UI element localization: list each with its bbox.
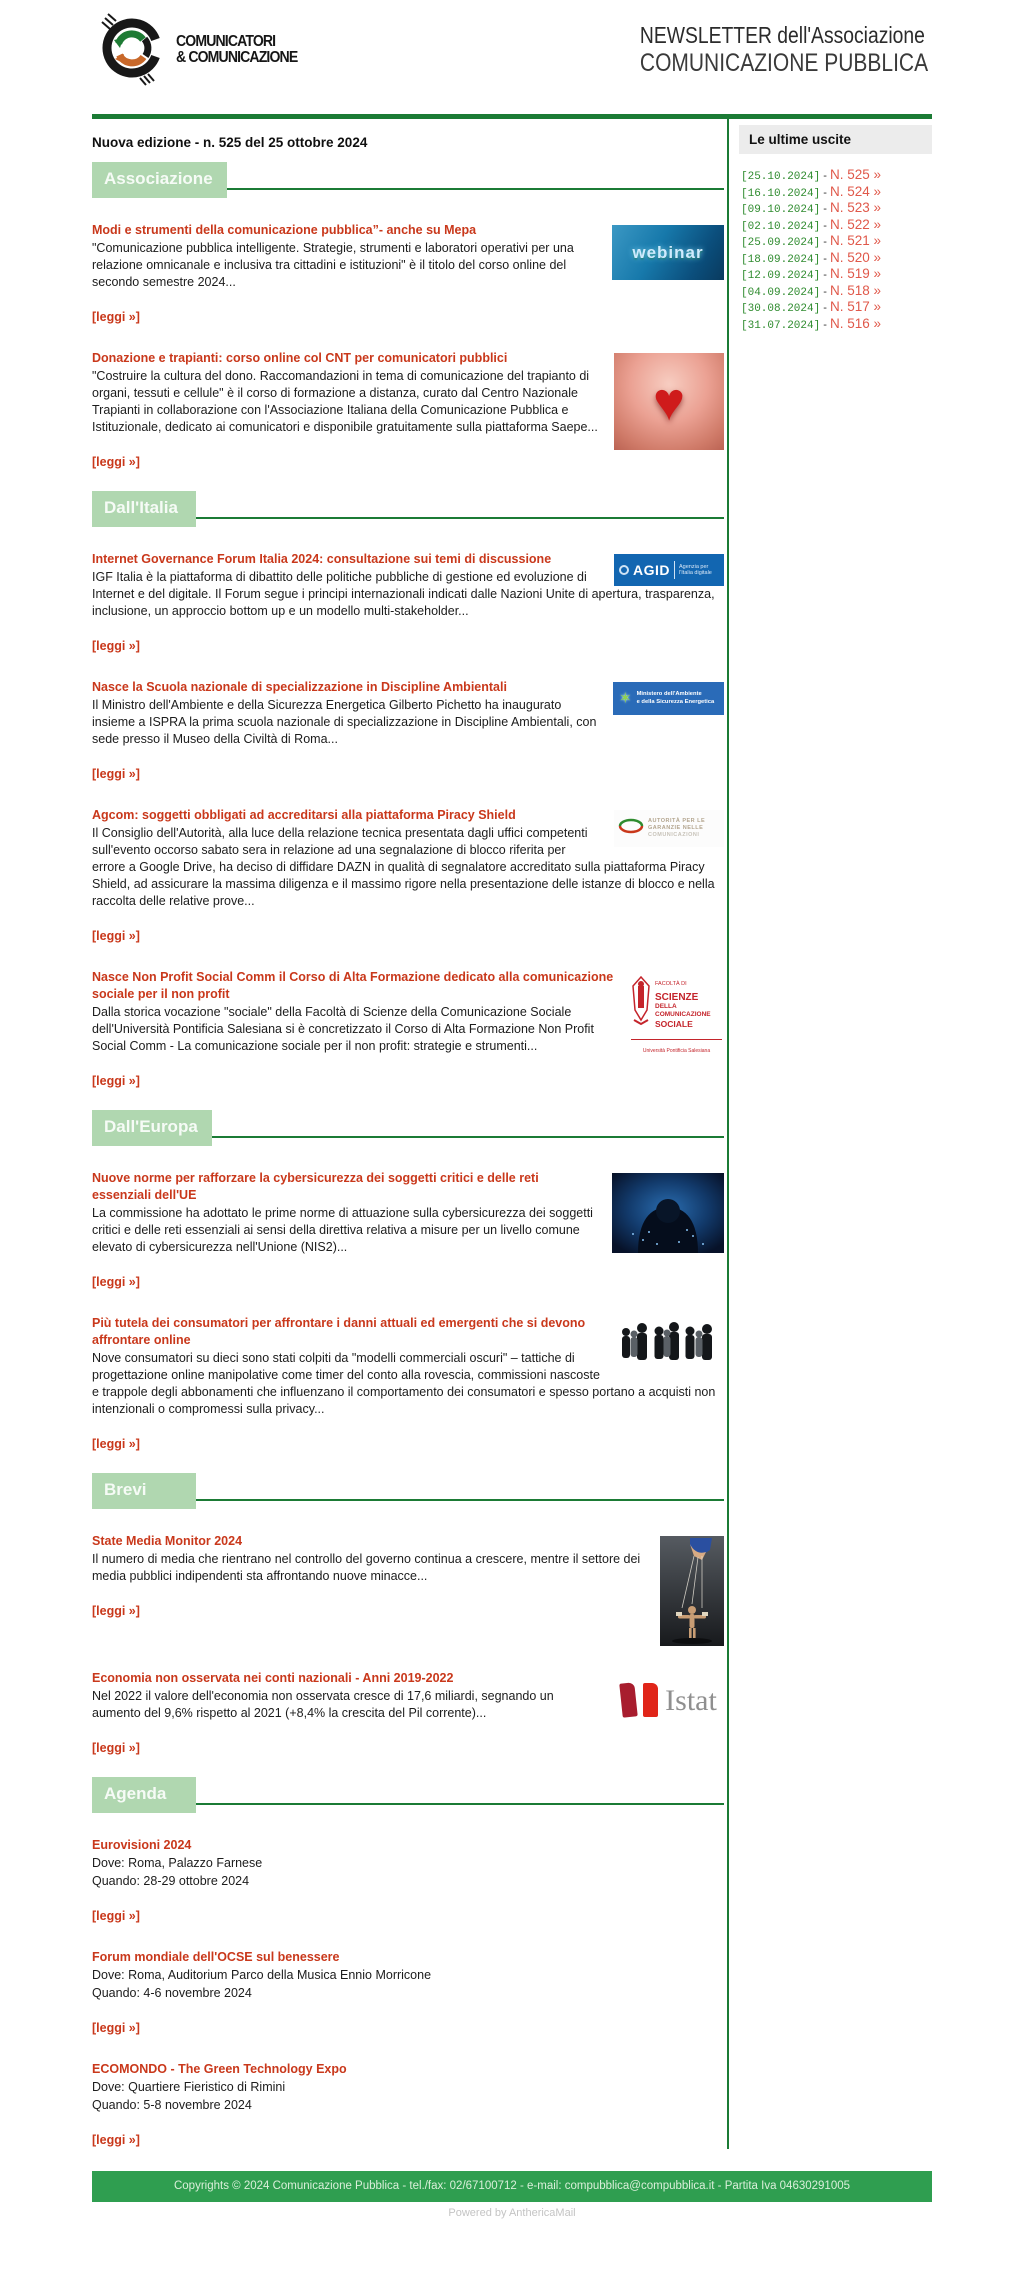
- issue-date: [04.09.2024]: [741, 286, 821, 299]
- read-more-link[interactable]: [leggi »]: [92, 455, 140, 469]
- issue-date: [18.09.2024]: [741, 253, 821, 266]
- brand-wordmark: [176, 34, 297, 66]
- section-title: Brevi: [92, 1473, 196, 1509]
- agid-wordmark: AGID: [633, 561, 670, 578]
- article: [92, 1533, 724, 1646]
- issue-date: [02.10.2024]: [741, 220, 821, 233]
- newsletter-page: [92, 0, 932, 2219]
- agenda-quando: Quando: 4-6 novembre 2024: [92, 1986, 252, 2000]
- salesiana-line3: DELLA COMUNICAZIONE: [655, 1003, 711, 1018]
- sidebar-issue-520[interactable]: [741, 249, 932, 266]
- article: [92, 1170, 724, 1291]
- article-body: Dalla storica vocazione "sociale" della Facoltà di Scienze della Comunicazione Sociale dell'Università Pontificia Salesiana si è concretizzato il Corso di Alta Formazione Non Profit Social Comm - La comunicazione sociale per il non profit: strategie e strumenti...: [92, 1005, 594, 1053]
- sidebar-issue-list: [739, 166, 932, 331]
- article-body: Il Consiglio dell'Autorità, alla luce della relazione tecnica presentata dagli uffici competenti sull'evento occorso sabato sera in relazione ad una segnalazione di blocco riferita per errore a Google Drive, ha deciso di diffidare DAZN in qualità di segnalatore accreditato sulla piattaforma Piracy Shield, ad assicurare la massima diligenza e il massimo rigore nella presentazione delle istanze di blocco e nella raccolta delle relative prove...: [92, 826, 715, 908]
- article-title-link[interactable]: State Media Monitor 2024: [92, 1534, 243, 1548]
- agenda-item: [92, 2061, 724, 2149]
- agcom-logo-text: [648, 818, 705, 839]
- agid-tagline-line2: l'Italia digitale: [679, 570, 712, 576]
- agcom-line2: GARANZIE NELLE: [648, 825, 704, 831]
- issue-separator: -: [820, 203, 830, 215]
- article-title-link[interactable]: Agcom: soggetti obbligati ad accreditarsi alla piattaforma Piracy Shield: [92, 808, 516, 822]
- brand-line2: & COMUNICAZIONE: [176, 49, 298, 66]
- brand-line1: COMUNICATORI: [176, 33, 276, 50]
- istat-book-icon-bright: [643, 1683, 658, 1717]
- article-title-link[interactable]: Internet Governance Forum Italia 2024: consultazione sui temi di discussione: [92, 552, 552, 566]
- article-body: IGF Italia è la piattaforma di dibattito delle politiche pubbliche di gestione ed evoluzione di Internet e del digitale. Il Forum segue i principi internazionali indicati dalle Nazioni Unite di apertura, trasparenza, inclusione, un approccio bottom up e un modello multi-stakeholder...: [92, 570, 715, 618]
- salesiana-logo-text: [655, 976, 722, 1033]
- masthead-line2: COMUNICAZIONE PUBBLICA: [639, 48, 928, 77]
- issue-date: [16.10.2024]: [741, 187, 821, 200]
- read-more-link[interactable]: [leggi »]: [92, 1909, 140, 1923]
- issue-separator: -: [820, 170, 830, 182]
- section-underline: [212, 1136, 724, 1138]
- agid-logo-thumbnail[interactable]: [614, 554, 724, 586]
- issue-separator: -: [820, 302, 830, 314]
- sidebar-issue-523[interactable]: [741, 199, 932, 216]
- salesiana-line2: SCIENZE: [655, 992, 699, 1003]
- section-header-dallitalia: [92, 491, 724, 527]
- marionette-thumbnail[interactable]: [660, 1536, 724, 1646]
- section-title: Dall'Europa: [92, 1110, 212, 1146]
- article-body: Il numero di media che rientrano nel controllo del governo continua a crescere, mentre il settore dei media pubblici indipendenti sta affrontando nuove minacce...: [92, 1552, 641, 1583]
- cybersecurity-hacker-thumbnail[interactable]: [612, 1173, 724, 1253]
- issue-separator: -: [820, 318, 830, 331]
- ministero-logo-text: [637, 691, 715, 706]
- salesiana-footer-text: Università Pontificia Salesiana: [631, 1039, 722, 1060]
- agcom-line1: AUTORITÀ PER LE: [648, 818, 706, 824]
- webinar-thumbnail-text: webinar: [632, 243, 704, 262]
- section-title: Agenda: [92, 1777, 196, 1813]
- issue-separator: -: [820, 285, 830, 298]
- read-more-link[interactable]: [leggi »]: [92, 767, 140, 781]
- read-more-link[interactable]: [leggi »]: [92, 1604, 140, 1618]
- section-header-brevi: [92, 1473, 724, 1509]
- article-body: "Comunicazione pubblica intelligente. Strategie, strumenti e laboratori operativi per una relazione omnicanale e inclusiva tra cittadini e istituzioni" è il titolo del corso online del secondo semestre 2024...: [92, 241, 574, 289]
- read-more-link[interactable]: [leggi »]: [92, 1437, 140, 1451]
- salesiana-logo-thumbnail[interactable]: [629, 972, 724, 1062]
- agenda-dove: Dove: Roma, Palazzo Farnese: [92, 1856, 263, 1870]
- article-title-link[interactable]: Nasce Non Profit Social Comm il Corso di Alta Formazione dedicato alla comunicazione sociale per il non profit: [92, 970, 614, 1001]
- agcom-line3: COMUNICAZIONI: [648, 832, 700, 838]
- read-more-link[interactable]: [leggi »]: [92, 1741, 140, 1755]
- main-column: [92, 119, 724, 2149]
- webinar-thumbnail[interactable]: [612, 225, 724, 280]
- issue-separator: -: [820, 252, 830, 265]
- issue-date: [31.07.2024]: [741, 319, 821, 332]
- agenda-quando: Quando: 28-29 ottobre 2024: [92, 1874, 250, 1888]
- issue-link[interactable]: N. 524 »: [830, 183, 882, 199]
- agenda-title-link[interactable]: Forum mondiale dell'OCSE sul benessere: [92, 1950, 340, 1964]
- agenda-title-link[interactable]: ECOMONDO - The Green Technology Expo: [92, 2062, 347, 2076]
- article-title-link[interactable]: Donazione e trapianti: corso online col CNT per comunicatori pubblici: [92, 351, 508, 365]
- issue-link[interactable]: N. 522 »: [830, 216, 882, 232]
- issue-separator: -: [820, 269, 830, 281]
- sidebar-issue-525[interactable]: [741, 166, 932, 183]
- salesiana-line4: SOCIALE: [655, 1019, 693, 1029]
- article-title-link[interactable]: Nuove norme per rafforzare la cybersicurezza dei soggetti critici e delle reti essenziali dell'UE: [92, 1171, 539, 1202]
- article-title-link[interactable]: Modi e strumenti della comunicazione pubblica”- anche su Mepa: [92, 223, 477, 237]
- issue-link[interactable]: N. 525 »: [830, 167, 882, 182]
- agenda-dove: Dove: Quartiere Fieristico di Rimini: [92, 2080, 286, 2094]
- ministero-line2: e della Sicurezza Energetica: [636, 698, 715, 705]
- istat-wordmark: Istat: [665, 1683, 717, 1717]
- section-underline: [227, 188, 724, 190]
- article: [92, 1315, 724, 1453]
- heart-icon: ♥: [652, 371, 686, 432]
- issue-link[interactable]: N. 519 »: [830, 266, 882, 281]
- article-body: Nel 2022 il valore dell'economia non osservata cresce di 17,6 miliardi, segnando un aumento del 9,6% rispetto al 2021 (+8,4% la crescita del Pil corrente)...: [92, 1689, 554, 1720]
- istat-book-icon-dark: [619, 1682, 637, 1717]
- masthead-line1: NEWSLETTER dell'Associazione: [639, 22, 925, 49]
- agenda-item: [92, 1949, 724, 2037]
- issue-separator: -: [820, 236, 830, 248]
- article-body: La commissione ha adottato le prime norme di attuazione sulla cybersicurezza dei soggetti critici e delle reti essenziali ai sensi della direttiva relativa a misure per un livello comune elevato di cybersicurezza nell'Unione (NIS2)...: [92, 1206, 593, 1254]
- agenda-quando: Quando: 5-8 novembre 2024: [92, 2098, 252, 2112]
- read-more-link[interactable]: [leggi »]: [92, 2133, 140, 2147]
- article-body: "Costruire la cultura del dono. Raccomandazioni in tema di comunicazione del trapianto di organi, tessuti e cellule" è il corso di formazione a distanza, curato dal Centro Nazionale Trapianti in collaborazione con l'Associazione Italiana della Comunicazione Pubblica e Istituzionale, dedicato ai comunicatori e disponibile gratuitamente sulla piattaforma Saepe...: [92, 369, 598, 434]
- section-title: Dall'Italia: [92, 491, 196, 527]
- read-more-link[interactable]: [leggi »]: [92, 2021, 140, 2035]
- sidebar-title: Le ultime uscite: [739, 125, 932, 154]
- read-more-link[interactable]: [leggi »]: [92, 639, 140, 653]
- issue-link[interactable]: N. 516 »: [830, 315, 882, 331]
- newsletter-masthead: [640, 23, 928, 77]
- agenda-title-link[interactable]: Eurovisioni 2024: [92, 1838, 192, 1852]
- agid-tagline: [679, 564, 712, 577]
- sidebar-issue-521[interactable]: [741, 232, 932, 249]
- issue-date: [30.08.2024]: [741, 303, 821, 315]
- section-underline: [196, 1803, 724, 1805]
- section-underline: [196, 517, 724, 519]
- ministero-ambiente-logo-thumbnail[interactable]: [613, 682, 724, 715]
- issue-link[interactable]: N. 523 »: [830, 200, 882, 215]
- salesiana-line1: FACOLTÀ DI: [655, 981, 687, 987]
- article: [92, 551, 724, 655]
- issue-date: [12.09.2024]: [741, 270, 821, 282]
- section-title: Associazione: [92, 162, 227, 198]
- article-body: Il Ministro dell'Ambiente e della Sicurezza Energetica Gilberto Pichetto ha inaugurato insieme a ISPRA la prima scuola nazionale di specializzazione in Discipline Ambientali, con sede presso il Museo della Civiltà di Roma...: [92, 698, 597, 746]
- read-more-link[interactable]: [leggi »]: [92, 929, 140, 943]
- read-more-link[interactable]: [leggi »]: [92, 1275, 140, 1289]
- section-header-agenda: [92, 1777, 724, 1813]
- issue-link[interactable]: N. 520 »: [830, 249, 882, 265]
- article-title-link[interactable]: Economia non osservata nei conti nazionali - Anni 2019-2022: [92, 1671, 454, 1685]
- read-more-link[interactable]: [leggi »]: [92, 1074, 140, 1088]
- article-body: Nove consumatori su dieci sono stati colpiti da "modelli commerciali oscuri" – tattiche di progettazione online manipolative come timer del conto alla rovescia, commissioni nascoste e trappole degli abbonamenti che influenzano il comportamento dei consumatori e spesso portano a acquisti non intenzionali o compromessi sulla privacy...: [92, 1351, 716, 1416]
- footer-copyright: Copyrights © 2024 Comunicazione Pubblica - tel./fax: 02/67100712 - e-mail: compubblica@compubblica.it - Partita Iva 04630291005: [173, 2180, 851, 2192]
- istat-logo-thumbnail[interactable]: [614, 1673, 724, 1727]
- agid-divider: [674, 561, 675, 579]
- ministero-star-icon: ✶: [619, 690, 632, 707]
- edition-title: Nuova edizione - n. 525 del 25 ottobre 2024: [92, 135, 368, 150]
- article: [92, 807, 724, 945]
- sidebar-issue-519[interactable]: [741, 265, 932, 282]
- agid-ring-icon: [619, 565, 629, 575]
- powered-by: Powered by AnthericaMail: [448, 2207, 576, 2219]
- article: [92, 350, 724, 471]
- brand: [92, 8, 314, 93]
- read-more-link[interactable]: [leggi »]: [92, 310, 140, 324]
- issue-link[interactable]: N. 518 »: [830, 282, 882, 298]
- sidebar-issue-517[interactable]: [741, 298, 932, 315]
- sidebar-issue-524[interactable]: [741, 183, 932, 200]
- issue-separator: -: [820, 186, 830, 199]
- sidebar-issue-522[interactable]: [741, 216, 932, 233]
- ministero-line1: Ministero dell'Ambiente: [636, 691, 702, 697]
- header: [92, 0, 932, 88]
- article: [92, 222, 724, 326]
- issue-date: [25.09.2024]: [741, 237, 821, 249]
- section-underline: [196, 1499, 724, 1501]
- article-title-link[interactable]: Più tutela dei consumatori per affrontare i danni attuali ed emergenti che si devono affrontare online: [92, 1316, 586, 1347]
- article: [92, 969, 724, 1090]
- heart-hands-thumbnail[interactable]: [614, 353, 724, 450]
- issue-separator: -: [820, 219, 830, 232]
- issue-date: [09.10.2024]: [741, 204, 821, 216]
- consumers-crowd-thumbnail[interactable]: [612, 1318, 724, 1376]
- article: [92, 1670, 724, 1757]
- agid-tagline-line1: Agenzia per: [679, 563, 709, 570]
- section-header-dalleuropa: [92, 1110, 724, 1146]
- issue-date: [25.10.2024]: [741, 171, 821, 183]
- association-logo-icon: [98, 8, 164, 93]
- sidebar: [729, 119, 932, 2149]
- issue-link[interactable]: N. 517 »: [830, 299, 882, 314]
- article-title-link[interactable]: Nasce la Scuola nazionale di specializzazione in Discipline Ambientali: [92, 680, 507, 694]
- agenda-item: [92, 1837, 724, 1925]
- salesiana-emblem-icon: [631, 976, 651, 1033]
- issue-link[interactable]: N. 521 »: [830, 233, 882, 248]
- article: [92, 679, 724, 783]
- agenda-dove: Dove: Roma, Auditorium Parco della Musica Ennio Morricone: [92, 1968, 432, 1982]
- sidebar-issue-518[interactable]: [741, 282, 932, 299]
- agcom-logo-thumbnail[interactable]: [614, 810, 724, 847]
- section-header-associazione: [92, 162, 724, 198]
- agcom-ellipse-icon: [618, 818, 644, 839]
- footer-bar: [92, 2171, 932, 2202]
- sidebar-issue-516[interactable]: [741, 315, 932, 332]
